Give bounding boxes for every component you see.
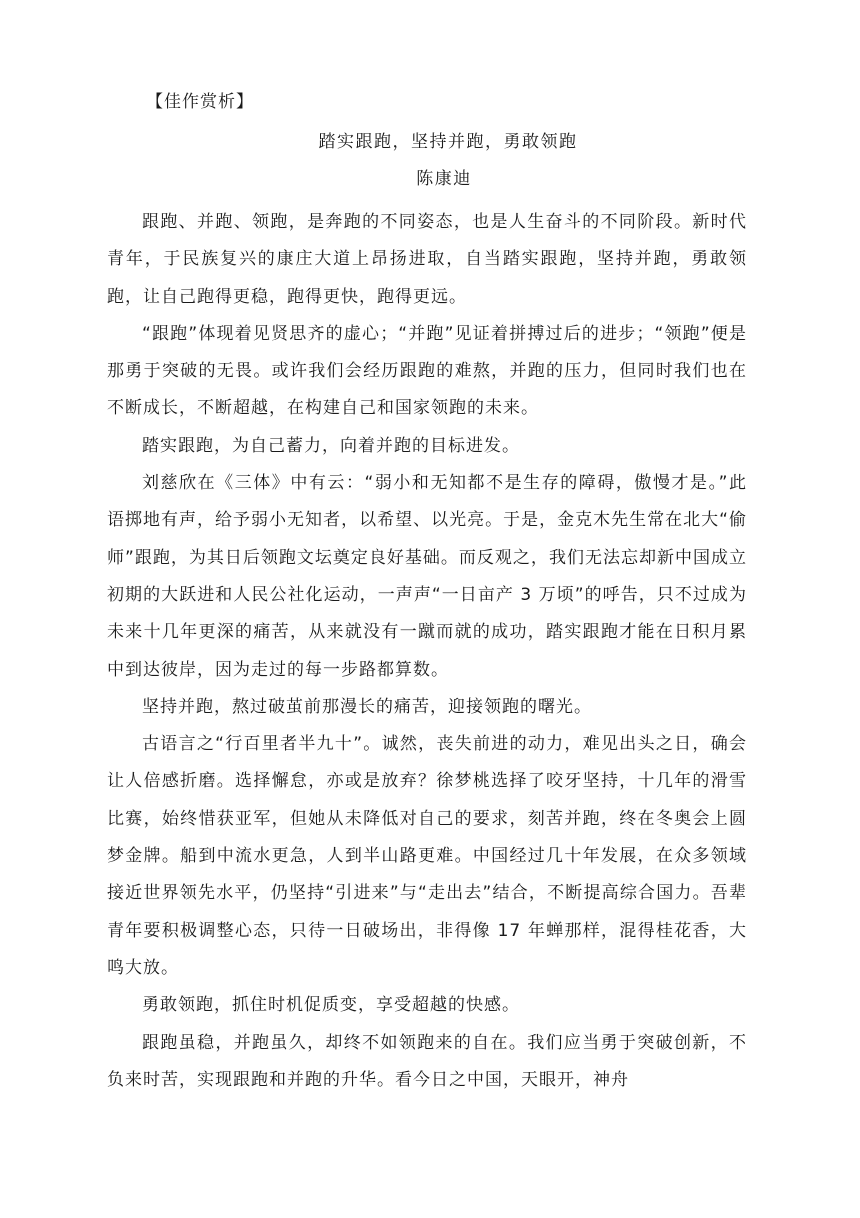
paragraph: 古语言之“行百里者半九十”。诚然，丧失前进的动力，难见出头之日，确会让人倍感折磨。选择懈怠，亦或是放弃？徐梦桃选择了咬牙坚持，十几年的滑雪比赛，始终惜获亚军，但她从未降低对自己的要求，刻苦并跑，终在冬奥会上圆梦金牌。船到中流水更急，人到半山路更难。中国经过几十年发展，在众多领域接近世界领先水平，仍坚持“引进来”与“走出去”结合，不断提高综合国力。吾辈青年要积极调整心态，只待一日破场出，非得像 17 年蝉那样，混得桂花香，大鸣大放。 bbox=[107, 734, 747, 978]
paragraph: 勇敢领跑，抓住时机促质变，享受超越的快感。 bbox=[142, 995, 520, 1016]
paragraph: 跟跑虽稳，并跑虽久，却终不如领跑来的自在。我们应当勇于突破创新，不负来时苦，实现跟跑和并跑的升华。看今日之中国，天眼开，神舟 bbox=[107, 1032, 747, 1090]
section-label: 【佳作赏析】 bbox=[146, 92, 254, 112]
paragraph: 踏实跟跑，为自己蓄力，向着并跑的目标进发。 bbox=[142, 435, 520, 456]
paragraph: 坚持并跑，熬过破茧前那漫长的痛苦，迎接领跑的曙光。 bbox=[142, 696, 592, 717]
essay-author: 陈康迪 bbox=[416, 169, 472, 189]
essay-body bbox=[107, 204, 747, 1099]
essay-title: 踏实跟跑，坚持并跑，勇敢领跑 bbox=[318, 132, 578, 152]
paragraph: “跟跑”体现着见贤思齐的虚心；“并跑”见证着拼搏过后的进步；“领跑”便是那勇于突破的无畏。或许我们会经历跟跑的难熬，并跑的压力，但同时我们也在不断成长，不断超越，在构建自己和国家领跑的未来。 bbox=[107, 323, 747, 419]
paragraph: 跟跑、并跑、领跑，是奔跑的不同姿态，也是人生奋斗的不同阶段。新时代青年，于民族复兴的康庄大道上昂扬进取，自当踏实跟跑，坚持并跑，勇敢领跑，让自己跑得更稳，跑得更快，跑得更远。 bbox=[107, 212, 747, 307]
paragraph: 刘慈欣在《三体》中有云：“弱小和无知都不是生存的障碍，傲慢才是。”此语掷地有声，给予弱小无知者，以希望、以光亮。于是，金克木先生常在北大“偷师”跟跑，为其日后领跑文坛奠定良好基础。而反观之，我们无法忘却新中国成立初期的大跃进和人民公社化运动，一声声“一日亩产 3 万顷”的呼告，只不过成为未来十几年更深的痛苦，从来就没有一蹴而就的成功，踏实跟跑才能在日积月累中到达彼岸，因为走过的每一步路都算数。 bbox=[107, 473, 747, 680]
